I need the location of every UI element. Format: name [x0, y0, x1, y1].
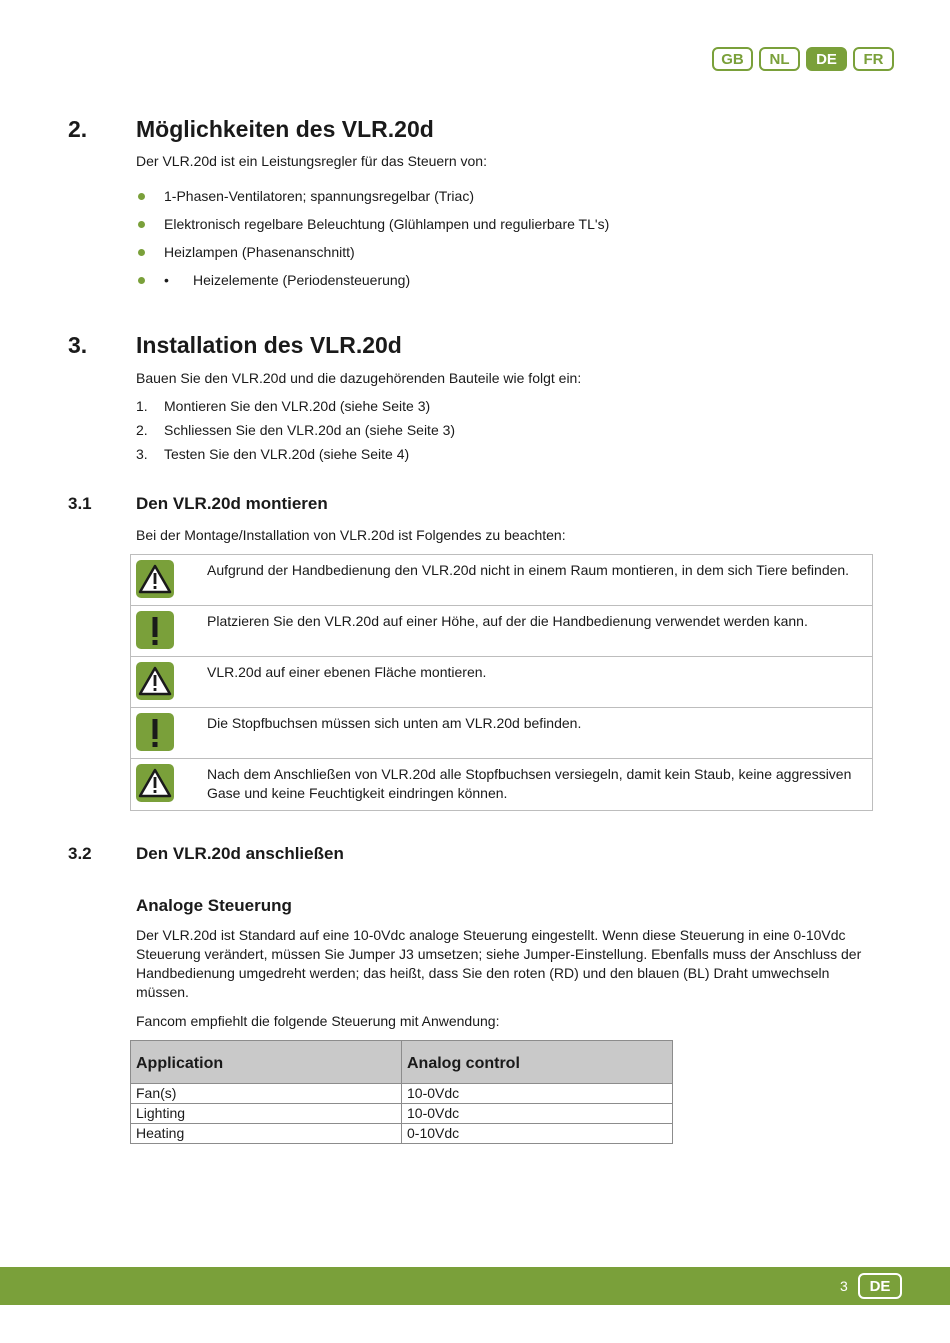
list-item-text: Heizlampen (Phasenanschnitt) — [164, 244, 355, 260]
column-header: Application — [131, 1041, 402, 1084]
section-3-intro: Bauen Sie den VLR.20d und die dazugehörenden Bauteile wie folgt ein: — [136, 370, 582, 386]
section-title: Den VLR.20d anschließen — [136, 844, 344, 863]
note-text: Die Stopfbuchsen müssen sich unten am VLR.20d befinden. — [207, 715, 582, 731]
section-title: Möglichkeiten des VLR.20d — [136, 116, 434, 142]
step-text: Schliessen Sie den VLR.20d an (siehe Seite 3) — [164, 422, 456, 438]
exclamation-icon — [136, 611, 174, 649]
column-header: Analog control — [402, 1041, 673, 1084]
body-paragraph: Der VLR.20d ist Standard auf eine 10-0Vdc analoge Steuerung eingestellt. Wenn diese Steuerung in eine 0-10Vdc Steuerung verändert, müssen Sie Jumper J3 umsetzen; siehe Jumper-Einstellung. Ebenfalls muss der Anschluss der Handbedienung umgedreht werden; das heißt, dass Sie den roten (RD) und den blauen (BL) Draht umwechseln müssen. — [136, 927, 862, 1000]
table-cell: Fan(s) — [131, 1084, 402, 1104]
table-intro: Fancom empfiehlt die folgende Steuerung mit Anwendung: — [136, 1013, 500, 1029]
section-number: 3.2 — [68, 844, 92, 863]
lang-tab-fr[interactable]: FR — [853, 47, 894, 71]
step-text: Montieren Sie den VLR.20d (siehe Seite 3) — [164, 398, 431, 414]
lang-tab-nl[interactable]: NL — [759, 47, 800, 71]
notes-table — [130, 554, 873, 811]
page-number: 3 — [840, 1278, 848, 1294]
lang-tab-gb[interactable]: GB — [712, 47, 753, 71]
table-row — [131, 1104, 673, 1124]
note-text: VLR.20d auf einer ebenen Fläche montieren. — [207, 664, 487, 680]
note-row — [131, 606, 872, 657]
lang-tab-de[interactable]: DE — [806, 47, 847, 71]
note-row — [131, 555, 872, 606]
note-text: Nach dem Anschließen von VLR.20d alle Stopfbuchsen versiegeln, damit kein Staub, keine aggressiven Gase und keine Feuchtigkeit eindringen können. — [207, 766, 852, 801]
table-cell: 10-0Vdc — [402, 1104, 673, 1124]
table-cell: Lighting — [131, 1104, 402, 1124]
table-row — [131, 1124, 673, 1144]
bullet-icon — [138, 249, 145, 256]
list-item-text — [164, 271, 410, 290]
subsection-title: Analoge Steuerung — [136, 896, 292, 915]
list-item-text-content: Heizelemente (Periodensteuerung) — [193, 272, 411, 288]
note-row — [131, 759, 872, 810]
table-row — [131, 1084, 673, 1104]
step-number: 3. — [136, 446, 148, 462]
table-cell: Heating — [131, 1124, 402, 1144]
section-number: 3.1 — [68, 494, 92, 513]
section-title: Installation des VLR.20d — [136, 332, 402, 358]
bullet-icon — [138, 221, 145, 228]
table-cell: 10-0Vdc — [402, 1084, 673, 1104]
section-title: Den VLR.20d montieren — [136, 494, 328, 513]
analog-control-table — [130, 1040, 673, 1144]
footer-lang-badge: DE — [858, 1273, 902, 1299]
step-text: Testen Sie den VLR.20d (siehe Seite 4) — [164, 446, 410, 462]
note-text: Aufgrund der Handbedienung den VLR.20d nicht in einem Raum montieren, in dem sich Tiere befinden. — [207, 562, 850, 578]
warning-triangle-icon — [136, 662, 174, 700]
footer-bar — [0, 1267, 950, 1305]
note-row — [131, 657, 872, 708]
warning-triangle-icon — [136, 764, 174, 802]
exclamation-icon — [136, 713, 174, 751]
language-tabs — [712, 47, 894, 71]
warning-triangle-icon — [136, 560, 174, 598]
section-3-1-intro: Bei der Montage/Installation von VLR.20d ist Folgendes zu beachten: — [136, 527, 566, 543]
step-number: 1. — [136, 398, 148, 414]
note-text: Platzieren Sie den VLR.20d auf einer Höhe, auf der die Handbedienung verwendet werden kann. — [207, 613, 808, 629]
table-cell: 0-10Vdc — [402, 1124, 673, 1144]
section-2-intro: Der VLR.20d ist ein Leistungsregler für das Steuern von: — [136, 153, 487, 169]
list-item-text: 1-Phasen-Ventilatoren; spannungsregelbar (Triac) — [164, 188, 474, 204]
bullet-icon — [138, 277, 145, 284]
section-number: 3. — [68, 332, 88, 358]
note-row — [131, 708, 872, 759]
inner-bullet: • — [164, 272, 169, 288]
table-header-row — [131, 1041, 673, 1084]
bullet-icon — [138, 193, 145, 200]
step-number: 2. — [136, 422, 148, 438]
list-item-text: Elektronisch regelbare Beleuchtung (Glühlampen und regulierbare TL's) — [164, 216, 610, 232]
section-number: 2. — [68, 116, 88, 142]
